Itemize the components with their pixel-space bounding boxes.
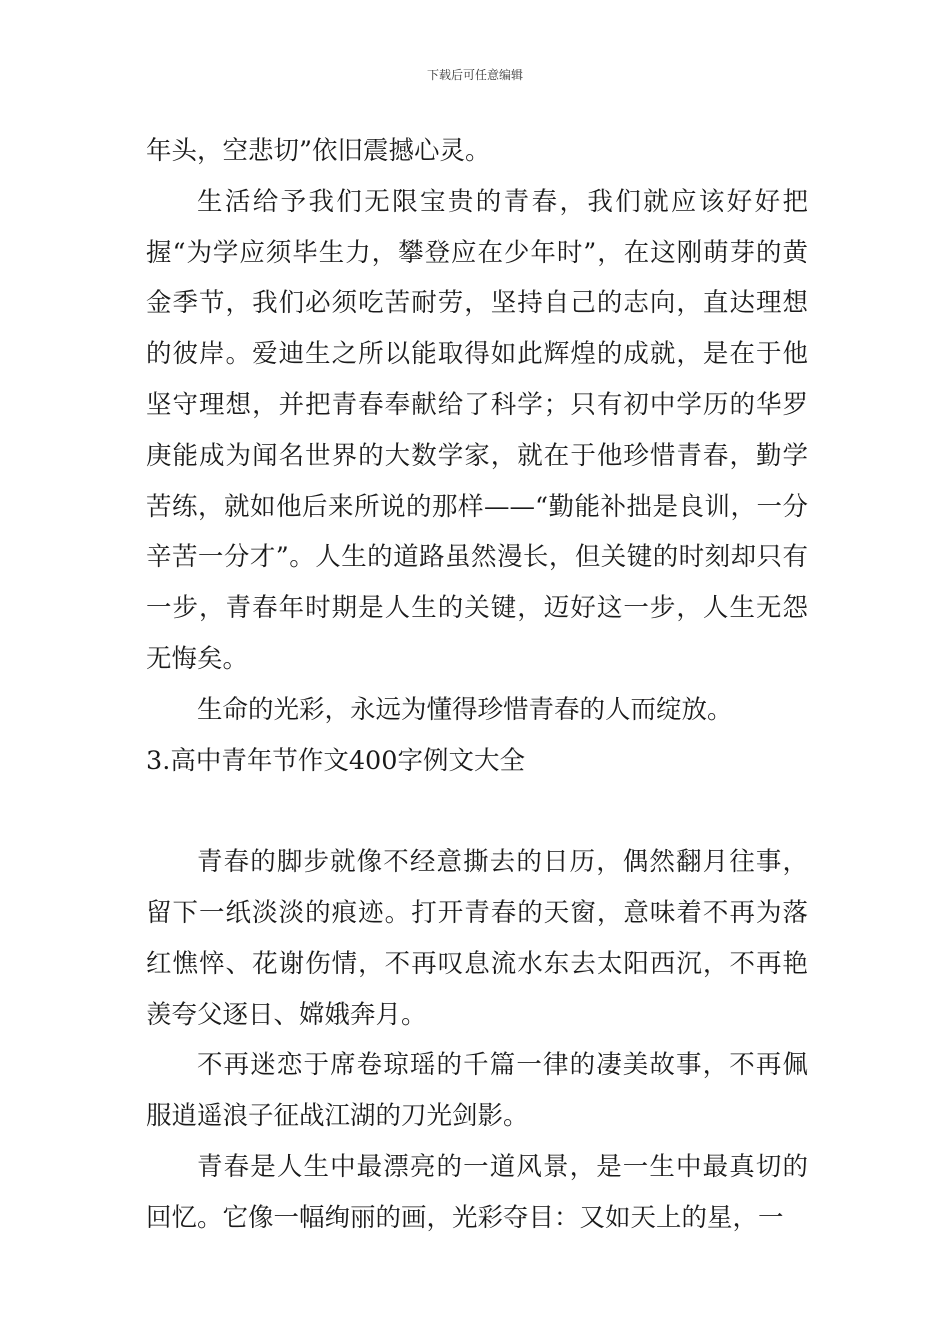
paragraph-3: 生命的光彩，永远为懂得珍惜青春的人而绽放。 [197,694,733,725]
paragraph-2: 生活给予我们无限宝贵的青春，我们就应该好好把握“为学应须毕生力，攀登应在少年时”，在这刚萌芽的黄金季节，我们必须吃苦耐劳，坚持自己的志向，直达理想的彼岸。爱迪生之所以能取得如此辉煌的成就，是在于他坚守理想，并把青春奉献给了科学；只有初中学历的华罗庚能成为闻名世界的大数学家，就在于他珍惜青春，勤学苦练，就如他后来所说的那样——“勤能补拙是良训，一分辛苦一分才”。人生的道路虽然漫长，但关键的时刻却只有一步，青春年时期是人生的关键，迈好这一步，人生无怨无悔矣。 [146,186,808,674]
paragraph-1: 年头，空悲切”依旧震撼心灵。 [146,136,491,166]
paragraph-4: 青春的脚步就像不经意撕去的日历，偶然翻月往事，留下一纸淡淡的痕迹。打开青春的天窗，意味着不再为落红憔悴、花谢伤情，不再叹息流水东去太阳西沉，不再艳羡夸父逐日、嫦娥奔月。 [146,847,808,1030]
blank-line [146,786,808,837]
header-note: 下载后可任意编辑 [426,68,523,82]
document-body [146,126,808,1244]
section-heading: 3.高中青年节作文400字例文大全 [146,745,526,776]
paragraph-5: 不再迷恋于席卷琼瑶的千篇一律的凄美故事，不再佩服逍遥浪子征战江湖的刀光剑影。 [146,1050,808,1132]
paragraph-6: 青春是人生中最漂亮的一道风景，是一生中最真切的回忆。它像一幅绚丽的画，光彩夺目：又如天上的星，一 [146,1151,808,1233]
